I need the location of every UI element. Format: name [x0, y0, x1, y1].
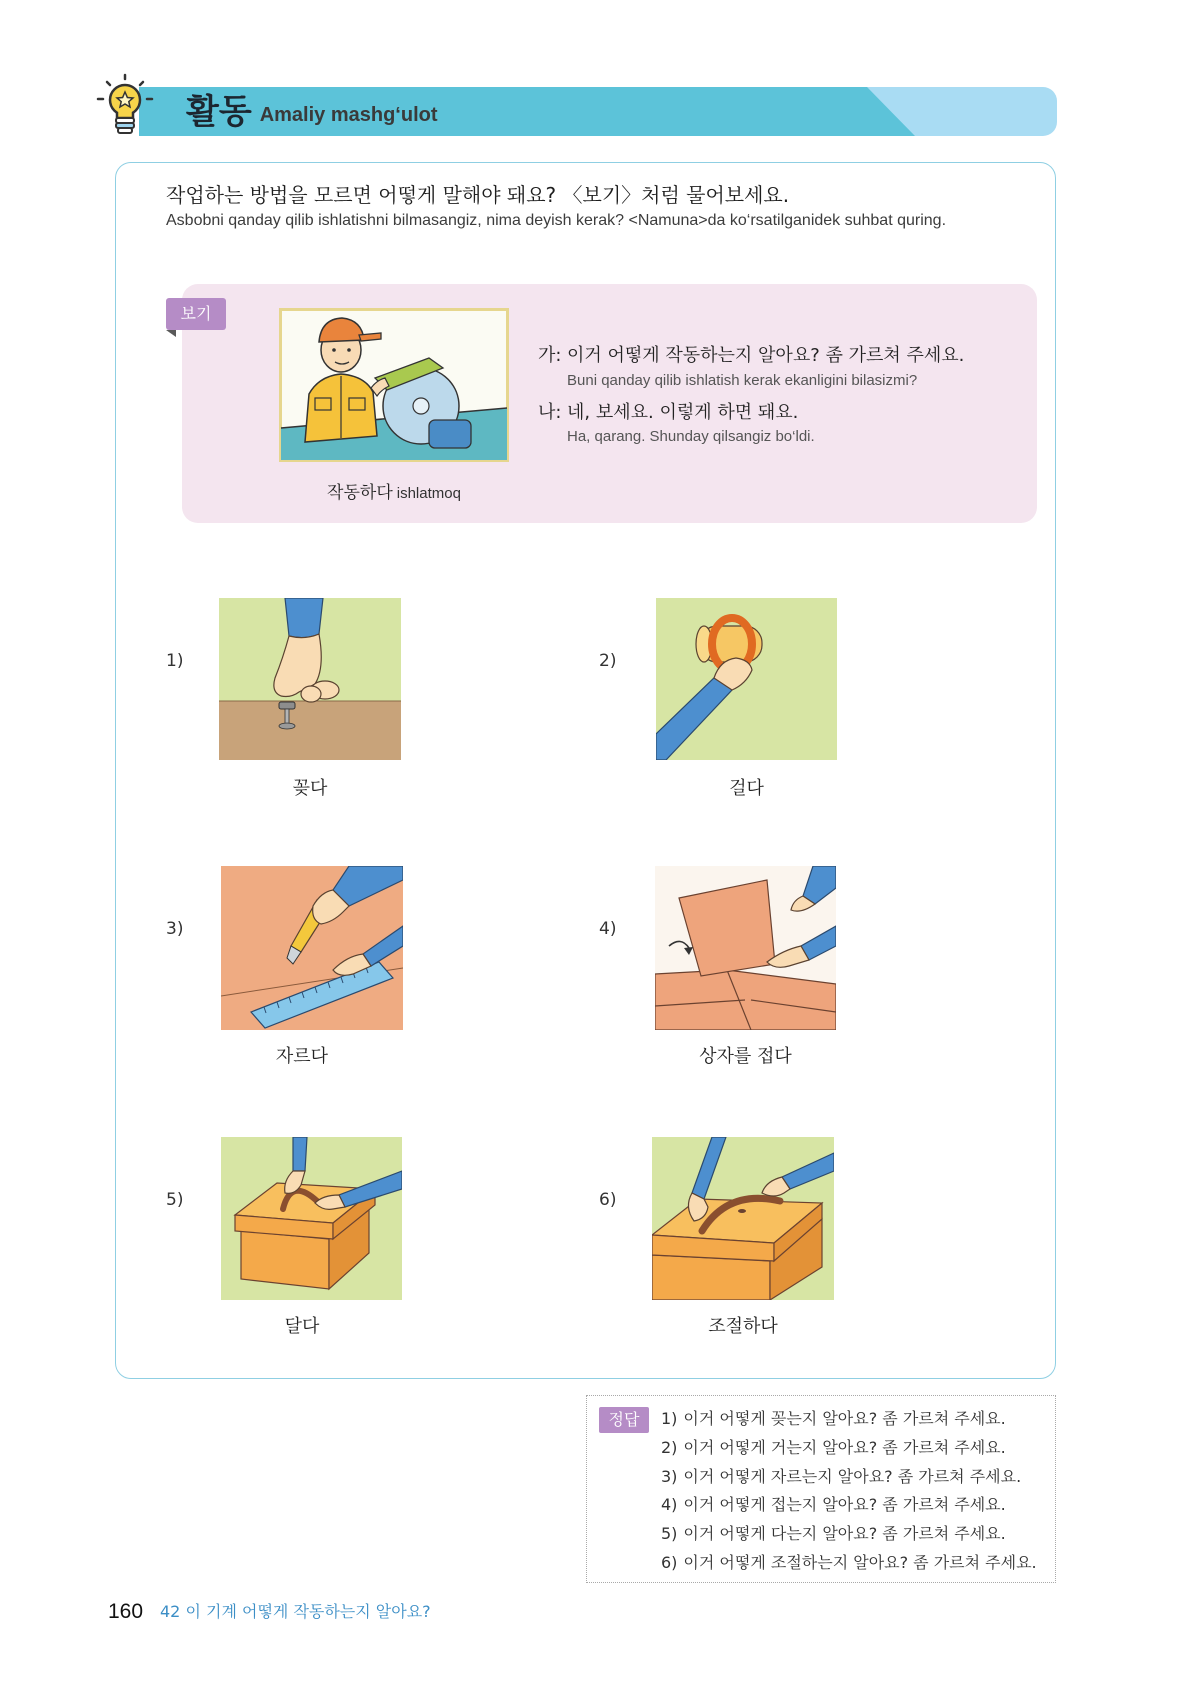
dialogue-line-b-korean: 네, 보세요. 이렇게 하면 돼요. [567, 402, 799, 423]
answer-line [661, 1549, 1037, 1578]
example-verb-korean: 작동하다 [327, 483, 393, 503]
example-tag: 보기 [166, 298, 226, 330]
instruction-korean: 작업하는 방법을 모르면 어떻게 말해야 돼요? 〈보기〉처럼 물어보세요. [166, 183, 790, 207]
dialogue-speaker-a: 가: [538, 345, 562, 366]
dialogue-line-b-uzbek: Ha, qarang. Shunday qilsangiz bo‘ldi. [567, 428, 815, 445]
section-header [186, 87, 438, 136]
page-number: 160 [108, 1600, 144, 1623]
instruction-uzbek: Asbobni qanday qilib ishlatishni bilmasangiz, nima deyish kerak? <Namuna>da ko‘rsatilganidek suhbat quring. [166, 212, 947, 229]
item-number: 6) [599, 1190, 617, 1210]
illustration-adjust-strap [652, 1137, 834, 1300]
example-caption [279, 482, 509, 505]
lightbulb-icon [95, 73, 155, 139]
illustration-fold-box [655, 866, 836, 1030]
answer-line [661, 1405, 1037, 1434]
item-number: 3) [166, 919, 184, 939]
dialogue-line-a-korean: 이거 어떻게 작동하는지 알아요? 좀 가르쳐 주세요. [567, 345, 965, 366]
answer-text: 이거 어떻게 다는지 알아요? 좀 가르쳐 주세요. [683, 1524, 1006, 1544]
answer-key-tag: 정답 [599, 1407, 649, 1433]
item-number: 2) [599, 651, 617, 671]
example-illustration-worker-saw [279, 308, 509, 462]
illustration-attach-handle [221, 1137, 402, 1300]
answer-number: 6) [661, 1552, 678, 1572]
item-label: 상자를 접다 [699, 1046, 792, 1067]
answer-number: 3) [661, 1466, 678, 1486]
item-number: 4) [599, 919, 617, 939]
dialogue-line-a-uzbek: Buni qanday qilib ishlatish kerak ekanligini bilasizmi? [567, 372, 918, 389]
chapter-title: 42 이 기계 어떻게 작동하는지 알아요? [160, 1602, 431, 1621]
answer-text: 이거 어떻게 접는지 알아요? 좀 가르쳐 주세요. [683, 1495, 1006, 1515]
example-verb-uzbek: ishlatmoq [396, 485, 461, 502]
dialogue-speaker-b: 나: [538, 402, 562, 423]
item-number: 5) [166, 1190, 184, 1210]
illustration-push-pin [219, 598, 401, 760]
item-label: 조절하다 [708, 1316, 778, 1337]
answer-line [661, 1491, 1037, 1520]
answer-number: 1) [661, 1409, 678, 1428]
illustration-cut-with-cutter [221, 866, 403, 1030]
answer-number: 4) [661, 1495, 678, 1515]
section-title-korean: 활동 [186, 91, 252, 132]
item-label: 달다 [284, 1316, 320, 1337]
illustration-hang-roll [656, 598, 837, 760]
answer-text: 이거 어떻게 거는지 알아요? 좀 가르쳐 주세요. [683, 1437, 1006, 1457]
answer-line [661, 1520, 1037, 1549]
item-label: 걸다 [729, 778, 764, 799]
answer-key-box [586, 1395, 1056, 1583]
answer-line [661, 1463, 1037, 1492]
item-label: 꽂다 [292, 778, 328, 799]
answer-key-list [661, 1405, 1037, 1578]
answer-text: 이거 어떻게 꽂는지 알아요? 좀 가르쳐 주세요. [683, 1409, 1006, 1428]
answer-number: 5) [661, 1524, 678, 1544]
section-title-uzbek: Amaliy mashg‘ulot [259, 103, 438, 126]
answer-text: 이거 어떻게 자르는지 알아요? 좀 가르쳐 주세요. [683, 1466, 1022, 1486]
item-number: 1) [166, 651, 184, 671]
answer-number: 2) [661, 1437, 678, 1457]
answer-text: 이거 어떻게 조절하는지 알아요? 좀 가르쳐 주세요. [683, 1552, 1037, 1572]
answer-line [661, 1434, 1037, 1463]
item-label: 자르다 [275, 1046, 329, 1067]
